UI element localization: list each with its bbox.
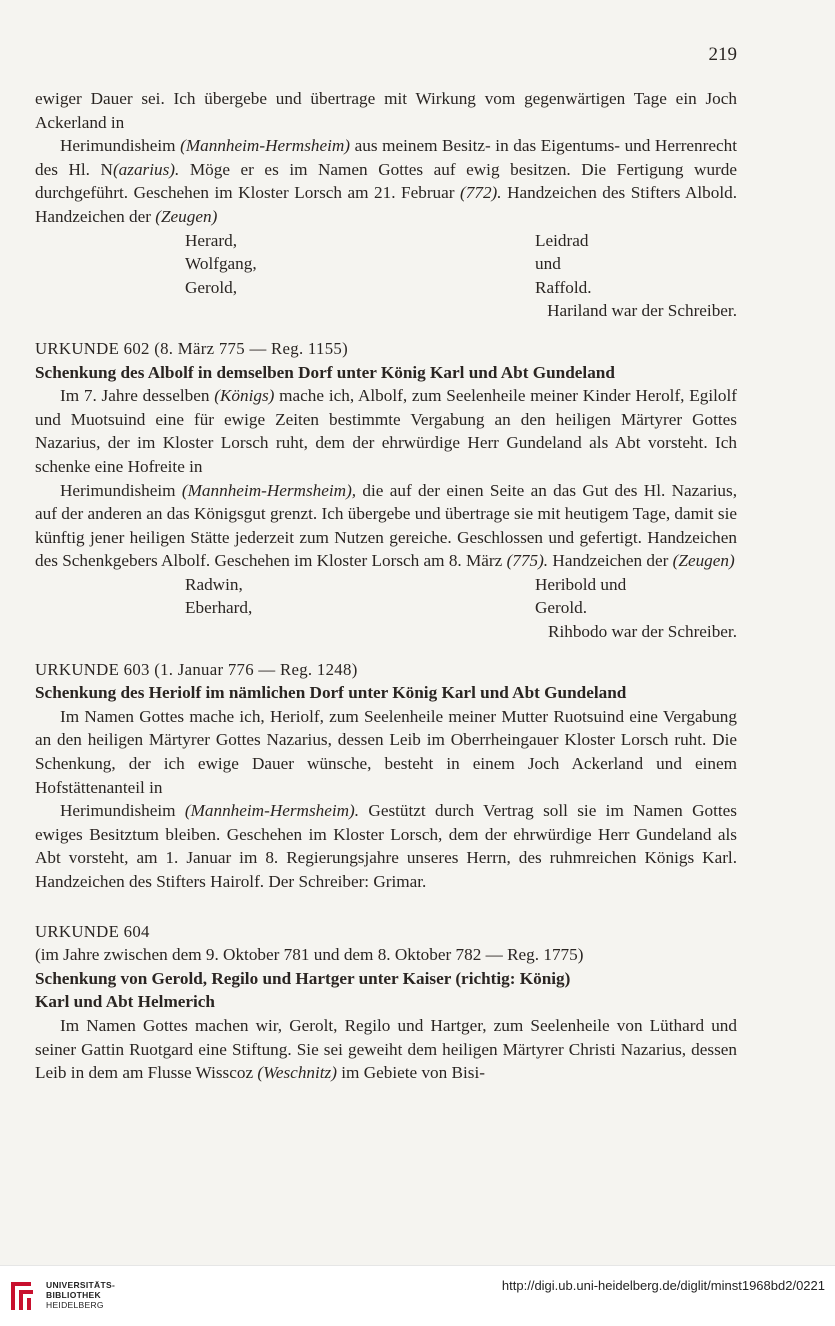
text-run: Herimundisheim [60, 480, 182, 500]
italic-text: (Mannheim-Hermsheim). [184, 801, 360, 821]
italic-text: (Zeugen) [155, 206, 218, 226]
charter-title: Schenkung des Albolf in demselben Dorf unter König Karl und Abt Gundeland [35, 362, 615, 382]
italic-text: (772). [460, 183, 502, 203]
text-run: Handzeichen des Stifters Albold. Handzeichen der [35, 183, 737, 226]
text-run: Gestützt durch Vertrag soll sie im Namen Gottes ewiges Besitztum bleiben. Geschehen im Kloster Lorsch, dem der ehrwürdige Herr Gundeland als Abt vorsteht, am 1. Januar im 8. Regierungsjahre unseres Herrn, des ruhmreichen Königs Karl. Handzeichen des Stifters Hairolf. Der Schreiber: Grimar. [35, 801, 737, 891]
paragraph [35, 479, 737, 573]
witness-row [35, 252, 737, 276]
witness-name: Eberhard, [185, 598, 253, 618]
witness-name: Raffold. [535, 277, 592, 297]
paragraph [35, 1014, 737, 1085]
text-run: die auf der einen Seite an das Gut des Hl. Nazarius, auf der anderen an das Königsgut grenzt. Ich übergebe und übertrage sie mit heutigem Tage, damit sie künftig jener heiligen Stätte jederzeit zum Nutzen gereiche. Geschlossen und gefertigt. Handzeichen des Schenkgebers Albolf. Geschehen im Kloster Lorsch am 8. März [35, 480, 737, 571]
italic-text: (Weschnitz) [257, 1063, 337, 1083]
library-name [46, 1280, 115, 1310]
scribe-text: Hariland war der Schreiber. [547, 301, 737, 321]
paragraph: ewiger Dauer sei. Ich übergebe und übertrage mit Wirkung vom gegenwärtigen Tage ein Joch Ackerland in [35, 89, 737, 132]
charter-subheading: (im Jahre zwischen dem 9. Oktober 781 und dem 8. Oktober 782 — Reg. 1775) [35, 945, 584, 965]
paragraph [35, 134, 737, 228]
italic-text: (Mannheim-Hermsheim), [181, 480, 357, 500]
text-run: mache ich, Albolf, zum Seelenheile meiner Kinder Herolf, Egilolf und Muotsuind eine für ewige Zeiten bestimmte Vergabung an den heiligen Märtyrer Gottes Nazarius, der im Kloster Lorsch ruht, dem der ehrwürdige Herr Gundeland als Abt vorsteht. Ich schenke eine Hofreite in [35, 386, 737, 476]
witness-row [35, 229, 737, 253]
witness-name: Leidrad [535, 230, 589, 250]
scribe-line [35, 620, 737, 644]
charter-heading: URKUNDE 602 (8. März 775 — Reg. 1155) [35, 338, 348, 358]
library-name-line: UNIVERSITÄTS- [46, 1280, 116, 1290]
charter-heading: URKUNDE 603 (1. Januar 776 — Reg. 1248) [35, 659, 358, 679]
library-name-line: HEIDELBERG [46, 1300, 104, 1310]
permalink-url[interactable]: http://digi.ub.uni-heidelberg.de/diglit/minst1968bd2/0221 [501, 1278, 825, 1293]
library-name-line: BIBLIOTHEK [46, 1290, 101, 1300]
witness-name: Wolfgang, [185, 254, 257, 274]
witness-row [35, 573, 737, 597]
library-logo-icon [8, 1278, 38, 1314]
text-run: Möge er es im Namen Gottes auf ewig besitzen. Die Fertigung wurde durchgeführt. Geschehen im Kloster Lorsch am 21. Februar [35, 159, 737, 203]
charter-title-line1: Schenkung von Gerold, Regilo und Hartger unter Kaiser (richtig: König) [35, 968, 571, 988]
witness-row [35, 276, 737, 300]
italic-text: (azarius). [112, 159, 180, 179]
text-run: Handzeichen der [548, 551, 673, 571]
text-run: im Gebiete von Bisi- [336, 1063, 485, 1083]
text-run: aus meinem Besitz- in das Eigentums- und Herrenrecht des Hl. N [35, 136, 737, 179]
text-run: Im Namen Gottes machen wir, Gerolt, Regilo und Hartger, zum Seelenheile von Lüthard und seiner Gattin Ruotgard eine Stiftung. Sie sei geweiht dem heiligen Märtyrer Christi Nazarius, dessen Leib in dem am Flusse Wisscoz [35, 1015, 737, 1083]
text-run: Herimundisheim [60, 136, 181, 156]
witness-name: Gerold. [535, 598, 588, 618]
viewer-footer [0, 1265, 835, 1326]
italic-text: (Mannheim-Hermsheim) [180, 136, 351, 156]
scribe-line [35, 299, 737, 323]
paragraph [35, 384, 737, 478]
witness-name: und [535, 254, 561, 274]
italic-text: (Königs) [214, 386, 275, 406]
page-text [35, 87, 737, 1085]
witness-name: Heribold und [535, 574, 627, 594]
witness-row [35, 596, 737, 620]
paragraph: Im Namen Gottes mache ich, Heriolf, zum Seelenheile meiner Mutter Ruotsuind eine Vergabung an den heiligen Märtyrer Gottes Nazarius, dessen Leib im Oberrheingauer Kloster Lorsch ruht. Die Schenkung, der ich ewige Dauer wünsche, besteht in einem Joch Ackerland und einem Hofstättenanteil in [35, 706, 737, 797]
charter-heading: URKUNDE 604 [35, 921, 150, 941]
italic-text: (775). [506, 551, 549, 571]
witness-name: Herard, [185, 230, 238, 250]
witness-name: Radwin, [185, 574, 243, 594]
charter-title-line2: Karl und Abt Helmerich [35, 992, 215, 1012]
page-number: 219 [708, 44, 737, 65]
charter-title: Schenkung des Heriolf im nämlichen Dorf unter König Karl und Abt Gundeland [35, 683, 627, 703]
text-run: Herimundisheim [60, 801, 185, 821]
witness-name: Gerold, [185, 277, 238, 297]
scribe-text: Rihbodo war der Schreiber. [547, 622, 737, 642]
italic-text: (Zeugen) [672, 551, 735, 571]
text-run: Im 7. Jahre desselben [60, 386, 215, 406]
paragraph [35, 799, 737, 893]
